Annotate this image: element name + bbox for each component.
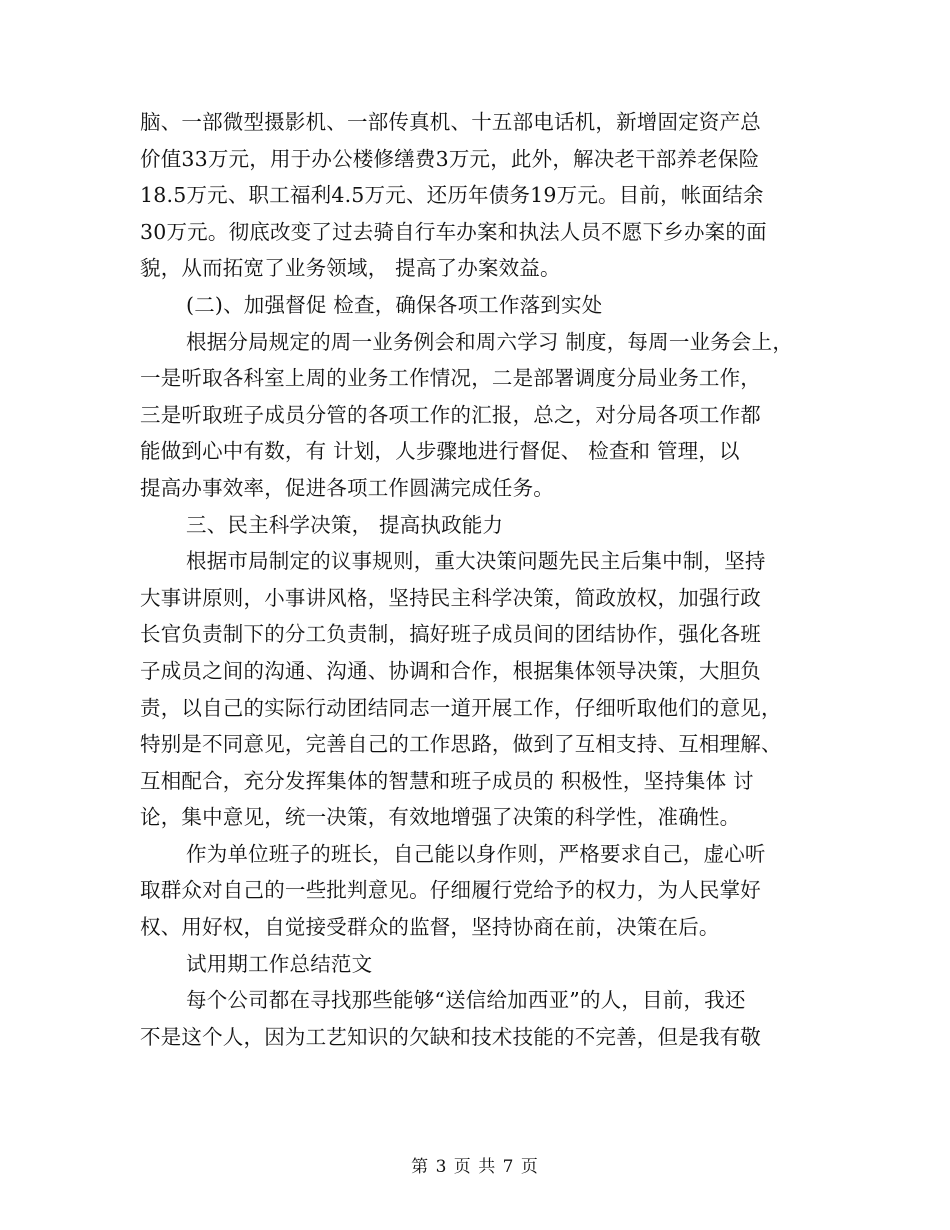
text-line: 作为单位班子的班长，自己能以身作则，严格要求自己，虚心听: [186, 841, 766, 866]
text-line: 脑、一部微型摄影机、一部传真机、十五部电话机，新增固定资产总: [140, 110, 761, 134]
text-line: 根据市局制定的议事规则，重大决策问题先民主后集中制，坚持: [186, 549, 766, 574]
text-line: 三是听取班子成员分管的各项工作的汇报，总之，对分局各项工作都: [140, 402, 761, 427]
text-line: 每个公司都在寻找那些能够“送信给加西亚”的人，目前，我还: [186, 988, 746, 1013]
text-line: 子成员之间的沟通、沟通、协调和合作，根据集体领导决策，大胆负: [140, 658, 761, 683]
text-line: 取群众对自己的一些批判意见。仔细履行党给予的权力，为人民掌好: [140, 878, 761, 903]
text-line: 能做到心中有数，有 计划，人步骤地进行督促、 检查和 管理，以: [140, 439, 740, 464]
text-line: 试用期工作总结范文: [186, 951, 373, 976]
text-line: 三、民主科学决策， 提高执政能力: [186, 512, 504, 537]
text-line: 责，以自己的实际行动团结同志一道开展工作，仔细听取他们的意见，: [140, 695, 782, 720]
text-line: 18.5万元、职工福利4.5万元、还历年债务19万元。目前，帐面结余: [140, 183, 764, 208]
text-line: (二)、加强督促 检查，确保各项工作落到实处: [186, 292, 603, 317]
text-line: 权、用好权，自觉接受群众的监督，坚持协商在前，决策在后。: [140, 915, 720, 940]
text-line: 价值33万元，用于办公楼修缮费3万元，此外，解决老干部养老保险: [140, 146, 760, 171]
page-number-footer: 第 3 页 共 7 页: [411, 1157, 539, 1177]
text-line: 提高办事效率，促进各项工作圆满完成任务。: [140, 475, 554, 500]
text-line: 一是听取各科室上周的业务工作情况，二是部署调度分局业务工作，: [140, 366, 761, 391]
document-body: [140, 104, 830, 1055]
text-line: 长官负责制下的分工负责制，搞好班子成员间的团结协作，强化各班: [140, 622, 761, 647]
text-line: 不是这个人，因为工艺知识的欠缺和技术技能的不完善，但是我有敬: [140, 1024, 761, 1049]
text-line: 特别是不同意见，完善自己的工作思路，做到了互相支持、互相理解、: [140, 732, 782, 757]
text-line: 根据分局规定的周一业务例会和周六学习 制度，每周一业务会上，: [186, 329, 794, 354]
text-line: 貌，从而拓宽了业务领域， 提高了办案效益。: [140, 256, 561, 281]
text-line: 论，集中意见，统一决策，有效地增强了决策的科学性，准确性。: [140, 805, 741, 830]
text-line: 30万元。彻底改变了过去骑自行车办案和执法人员不愿下乡办案的面: [140, 219, 767, 244]
text-line: 互相配合，充分发挥集体的智慧和班子成员的 积极性，坚持集体 讨: [140, 768, 754, 793]
text-line: 大事讲原则，小事讲风格，坚持民主科学决策，简政放权，加强行政: [140, 585, 761, 610]
